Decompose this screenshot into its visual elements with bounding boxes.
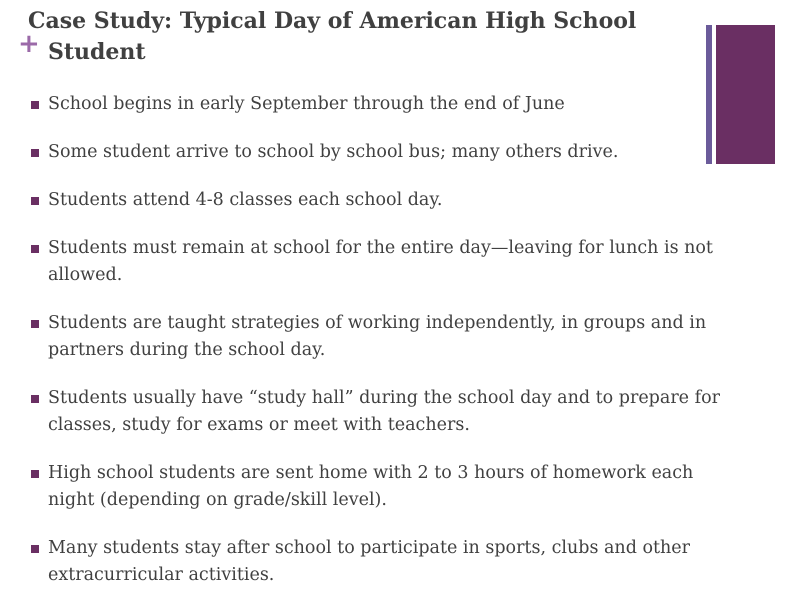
bullet-item — [30, 187, 742, 214]
bullet-item — [30, 310, 742, 364]
bullet-item — [30, 460, 742, 514]
square-bullet-icon — [31, 320, 39, 328]
bullet-text: High school students are sent home with 2 to 3 hours of homework each night (depending on grade/skill level). — [48, 463, 694, 510]
square-bullet-icon — [31, 101, 39, 109]
slide-title-line-2: Student — [48, 39, 146, 65]
bullet-text: Students are taught strategies of working independently, in groups and in partners during the school day. — [48, 313, 707, 360]
square-bullet-icon — [31, 545, 39, 553]
bullet-text: Students attend 4-8 classes each school day. — [48, 190, 443, 210]
square-bullet-icon — [31, 149, 39, 157]
bullet-item — [30, 91, 742, 118]
square-bullet-icon — [31, 245, 39, 253]
bullet-text: Students must remain at school for the entire day—leaving for lunch is not allowed. — [48, 238, 713, 285]
plus-icon: + — [18, 29, 40, 59]
bullet-item — [30, 139, 742, 166]
bullet-list — [30, 91, 742, 610]
slide-title — [28, 6, 708, 68]
bullet-item — [30, 535, 742, 589]
square-bullet-icon — [31, 470, 39, 478]
slide-title-line-1: Case Study: Typical Day of American High School — [28, 8, 637, 34]
square-bullet-icon — [31, 395, 39, 403]
bullet-item — [30, 235, 742, 289]
bullet-item — [30, 385, 742, 439]
bullet-text: Many students stay after school to participate in sports, clubs and other extracurricular activities. — [48, 538, 691, 585]
bullet-text: Students usually have “study hall” during the school day and to prepare for classes, study for exams or meet with teachers. — [48, 388, 720, 435]
square-bullet-icon — [31, 197, 39, 205]
bullet-text: School begins in early September through the end of June — [48, 94, 565, 114]
bullet-text: Some student arrive to school by school bus; many others drive. — [48, 142, 619, 162]
